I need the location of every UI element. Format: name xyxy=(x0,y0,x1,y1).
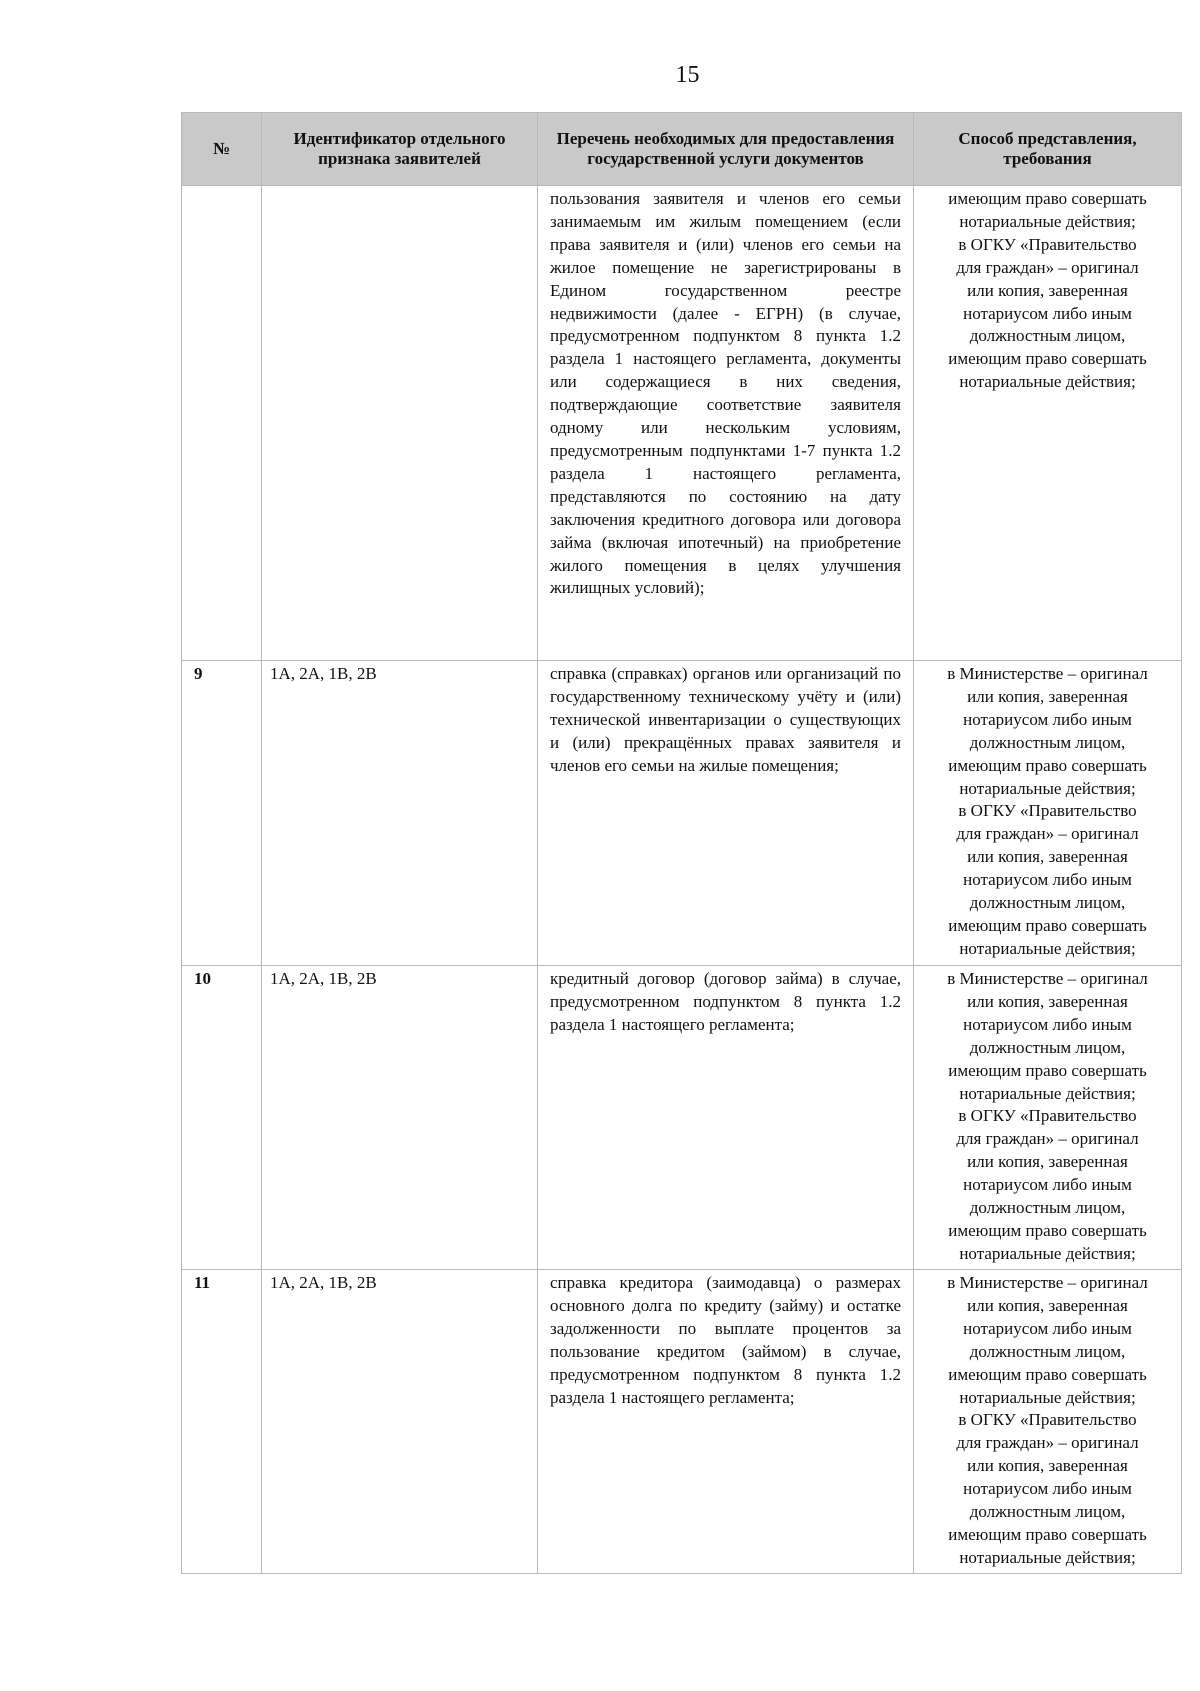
method-line: в ОГКУ «Правительство xyxy=(958,801,1137,821)
row-identifier: 1А, 2А, 1В, 2В xyxy=(262,1270,538,1574)
method-line: в Министерстве – оригинал xyxy=(947,1273,1148,1292)
method-line: или копия, заверенная xyxy=(967,280,1128,300)
method-line: нотариальные действия; xyxy=(959,1083,1136,1103)
row-num xyxy=(182,186,262,661)
method-line: для граждан» – оригинал xyxy=(956,1129,1139,1149)
method-line: нотариальные действия; xyxy=(959,211,1136,231)
table-row xyxy=(182,1270,1182,1574)
method-line: должностным лицом, xyxy=(969,893,1126,913)
method-line: или копия, заверенная xyxy=(967,686,1128,706)
row-method xyxy=(914,1270,1182,1574)
method-line: имеющим право совершать xyxy=(948,1364,1147,1384)
method-line: для граждан» – оригинал xyxy=(956,257,1139,277)
method-line: имеющим право совершать xyxy=(948,1060,1147,1080)
row-documents: кредитный договор (договор займа) в случае, предусмотренном подпунктом 8 пункта 1.2 раздела 1 настоящего регламента; xyxy=(538,966,914,1270)
method-line: имеющим право совершать xyxy=(948,349,1147,369)
method-line: нотариусом либо иным xyxy=(963,1318,1132,1338)
method-line: или копия, заверенная xyxy=(967,991,1128,1011)
row-method xyxy=(914,966,1182,1270)
header-method: Способ представления, требования xyxy=(914,113,1182,186)
method-line: имеющим право совершать xyxy=(948,915,1147,935)
row-documents: справка кредитора (заимодавца) о размерах основного долга по кредиту (займу) и остатке задолженности по выплате процентов за пользование кредитом (займом) в случае, предусмотренном подпунктом 8 пункта 1.2 раздела 1 настоящего регламента; xyxy=(538,1270,914,1574)
row-documents: пользования заявителя и членов его семьи занимаемым им жилым помещением (если права заявителя и (или) членов его семьи на жилое помещение не зарегистрированы в Едином государственном реестре недвижимости (далее - ЕГРН) (в случае, предусмотренном подпунктом 8 пункта 1.2 раздела 1 настоящего регламента, документы или содержащиеся в них сведения, подтверждающие соответствие заявителя одному или нескольким условиям, предусмотренным подпунктами 1-7 пункта 1.2 раздела 1 настоящего регламента, представляются по состоянию на дату заключения кредитного договора или договора займа (включая ипотечный) на приобретение жилого помещения в целях улучшения жилищных условий); xyxy=(538,186,914,661)
method-line: должностным лицом, xyxy=(969,1502,1126,1522)
method-line: нотариальные действия; xyxy=(959,1243,1136,1263)
method-line: нотариусом либо иным xyxy=(963,1175,1132,1195)
header-identifier: Идентификатор отдельного признака заявителей xyxy=(262,113,538,186)
method-line: или копия, заверенная xyxy=(967,1456,1128,1476)
documents-table xyxy=(181,112,1182,1574)
method-line: нотариальные действия; xyxy=(959,938,1136,958)
method-line: нотариусом либо иным xyxy=(963,1014,1132,1034)
method-line: нотариальные действия; xyxy=(959,1387,1136,1407)
method-line: должностным лицом, xyxy=(969,1341,1126,1361)
header-num: № xyxy=(182,113,262,186)
method-line: в ОГКУ «Правительство xyxy=(958,1106,1137,1126)
method-line: нотариусом либо иным xyxy=(963,709,1132,729)
method-line: нотариальные действия; xyxy=(959,778,1136,798)
header-documents: Перечень необходимых для предоставления государственной услуги документов xyxy=(538,113,914,186)
method-line: должностным лицом, xyxy=(969,1037,1126,1057)
method-line: имеющим право совершать xyxy=(948,755,1147,775)
method-line: нотариусом либо иным xyxy=(963,870,1132,890)
method-line: нотариальные действия; xyxy=(959,372,1136,392)
table-row xyxy=(182,966,1182,1270)
method-line: должностным лицом, xyxy=(969,326,1126,346)
method-line: в Министерстве – оригинал xyxy=(947,969,1148,988)
page-number: 15 xyxy=(675,62,700,88)
row-num: 10 xyxy=(182,966,262,1270)
row-method xyxy=(914,661,1182,966)
method-line: имеющим право совершать xyxy=(948,189,1147,208)
method-line: должностным лицом, xyxy=(969,1198,1126,1218)
table-row xyxy=(182,661,1182,966)
method-line: или копия, заверенная xyxy=(967,847,1128,867)
method-line: имеющим право совершать xyxy=(948,1524,1147,1544)
method-line: или копия, заверенная xyxy=(967,1295,1128,1315)
method-line: нотариальные действия; xyxy=(959,1547,1136,1567)
table-header-row xyxy=(182,113,1182,186)
method-line: имеющим право совершать xyxy=(948,1220,1147,1240)
method-line: для граждан» – оригинал xyxy=(956,1433,1139,1453)
method-line: для граждан» – оригинал xyxy=(956,824,1139,844)
method-line: нотариусом либо иным xyxy=(963,303,1132,323)
row-num: 9 xyxy=(182,661,262,966)
row-method xyxy=(914,186,1182,661)
row-identifier xyxy=(262,186,538,661)
row-identifier: 1А, 2А, 1В, 2В xyxy=(262,661,538,966)
table-row xyxy=(182,186,1182,661)
row-documents: справка (справках) органов или организаций по государственному техническому учёту и (или) технической инвентаризации о существующих и (или) прекращённых правах заявителя и членов его семьи на жилые помещения; xyxy=(538,661,914,966)
row-num: 11 xyxy=(182,1270,262,1574)
method-line: в ОГКУ «Правительство xyxy=(958,234,1137,254)
method-line: в ОГКУ «Правительство xyxy=(958,1410,1137,1430)
method-line: нотариусом либо иным xyxy=(963,1479,1132,1499)
method-line: или копия, заверенная xyxy=(967,1152,1128,1172)
row-identifier: 1А, 2А, 1В, 2В xyxy=(262,966,538,1270)
method-line: должностным лицом, xyxy=(969,732,1126,752)
method-line: в Министерстве – оригинал xyxy=(947,664,1148,683)
